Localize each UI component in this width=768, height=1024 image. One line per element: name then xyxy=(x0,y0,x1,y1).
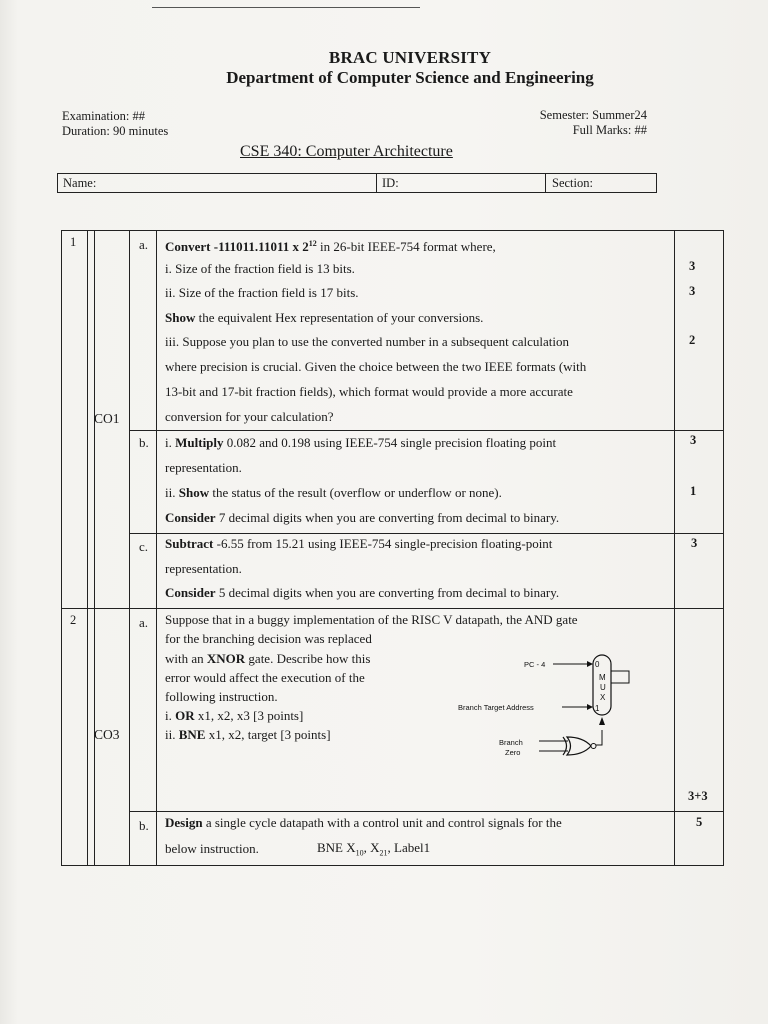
grid-line xyxy=(156,231,157,865)
q1a-line8: conversion for your calculation? xyxy=(165,409,334,424)
question-table xyxy=(61,230,724,866)
exam-info-left xyxy=(62,109,168,139)
divider xyxy=(376,174,377,192)
grid-line xyxy=(129,811,723,812)
grid-line xyxy=(94,231,95,865)
zero-label: Zero xyxy=(505,748,521,757)
part-label: a. xyxy=(139,237,149,252)
student-info-bar xyxy=(57,173,657,193)
q2a-line2: for the branching decision was replaced xyxy=(165,631,372,646)
q1a-line4: Show the equivalent Hex representation of your conversions. xyxy=(165,310,484,325)
marks-value: 3 xyxy=(689,284,696,298)
part-label: c. xyxy=(139,539,149,554)
grid-line xyxy=(129,533,723,534)
q2a-line5: following instruction. xyxy=(165,689,278,704)
course-title: CSE 340: Computer Architecture xyxy=(240,143,453,160)
q1c-line2: representation. xyxy=(165,561,242,576)
part-label: b. xyxy=(139,818,149,833)
arrowhead-icon xyxy=(587,704,593,710)
q1c-line3: Consider 5 decimal digits when you are converting from decimal to binary. xyxy=(165,585,560,600)
name-field-label: Name: xyxy=(63,176,97,190)
duration-label: Duration: 90 minutes xyxy=(62,124,169,138)
instruction-text: BNE $X_{10}$, $X_{21}$, Label1 xyxy=(317,840,431,858)
xnor-gate-body xyxy=(567,737,591,755)
grid-line xyxy=(674,231,675,865)
q2b-line1: Design a single cycle datapath with a control unit and control signals for the xyxy=(165,815,562,830)
mux-output-wire xyxy=(611,671,629,683)
marks-value: 3+3 xyxy=(688,789,708,803)
id-field-label: ID: xyxy=(382,176,399,190)
semester-label: Semester: Summer24 xyxy=(539,108,647,122)
q2b-line2: below instruction. xyxy=(165,841,259,856)
grid-line xyxy=(87,231,88,865)
grid-line xyxy=(62,608,723,609)
mux-letter: M xyxy=(599,673,606,682)
q1a-line1: Convert -111011.11011 x $2^{12}$ in 26-bit IEEE-754 format where, xyxy=(165,239,496,254)
department-name: Department of Computer Science and Engineering xyxy=(226,68,594,87)
university-name: BRAC UNIVERSITY xyxy=(328,48,492,67)
mux-letter: X xyxy=(600,693,606,702)
marks-value: 3 xyxy=(691,536,698,550)
q1a-line2: i. Size of the fraction field is 13 bits. xyxy=(165,261,355,276)
section-field-label: Section: xyxy=(552,176,593,190)
q2a-line7: ii. BNE x1, x2, target [3 points] xyxy=(165,727,331,742)
pc-label: PC - 4 xyxy=(524,660,546,669)
question-number: 1 xyxy=(70,235,77,249)
exam-info-right xyxy=(490,108,647,138)
part-label: a. xyxy=(139,615,149,630)
mux-input-0: 0 xyxy=(595,660,600,669)
question-number: 2 xyxy=(70,613,77,627)
marks-value: 3 xyxy=(690,433,697,447)
q1a-line7: 13-bit and 17-bit fraction fields), which format would provide a more accurate xyxy=(165,384,573,399)
branch-target-label: Branch Target Address xyxy=(458,703,534,712)
arrowhead-icon xyxy=(587,661,593,667)
course-outcome: CO1 xyxy=(94,411,120,426)
marks-value: 1 xyxy=(690,484,697,498)
q1b-line3: ii. Show the status of the result (overflow or underflow or none). xyxy=(165,485,502,500)
q2a-line3: with an XNOR gate. Describe how this xyxy=(165,651,371,666)
xnor-gate-icon xyxy=(563,737,567,755)
marks-value: 5 xyxy=(696,815,703,829)
marks-value: 3 xyxy=(689,259,696,273)
top-rule xyxy=(152,7,420,8)
full-marks-label: Full Marks: ## xyxy=(572,123,647,137)
q1a-line5: iii. Suppose you plan to use the converted number in a subsequent calculation xyxy=(165,334,569,349)
divider xyxy=(545,174,546,192)
q2a-line6: i. OR x1, x2, x3 [3 points] xyxy=(165,708,304,723)
mux-input-1: 1 xyxy=(595,704,600,713)
arrowhead-icon xyxy=(599,717,605,725)
q1c-line1: Subtract -6.55 from 15.21 using IEEE-754 single-precision floating-point xyxy=(165,536,553,551)
branch-label: Branch xyxy=(499,738,523,747)
q2a-line1: Suppose that in a buggy implementation of the RISC V datapath, the AND gate xyxy=(165,612,578,627)
q2a-line4: error would affect the execution of the xyxy=(165,670,365,685)
q1b-line1: i. Multiply 0.082 and 0.198 using IEEE-754 single precision floating point xyxy=(165,435,557,450)
grid-line xyxy=(129,231,130,865)
grid-line xyxy=(129,430,723,431)
course-outcome: CO3 xyxy=(94,727,120,742)
q1b-line2: representation. xyxy=(165,460,242,475)
q1a-line6: where precision is crucial. Given the choice between the two IEEE formats (with xyxy=(165,359,587,374)
part-label: b. xyxy=(139,435,149,450)
mux-letter: U xyxy=(600,683,606,692)
q1a-line3: ii. Size of the fraction field is 17 bits. xyxy=(165,285,359,300)
marks-value: 2 xyxy=(689,333,696,347)
q1b-line4: Consider 7 decimal digits when you are converting from decimal to binary. xyxy=(165,510,560,525)
select-wire xyxy=(595,730,602,745)
xnor-bubble xyxy=(591,744,596,749)
examination-label: Examination: ## xyxy=(62,109,145,123)
branch-mux-diagram xyxy=(455,653,655,763)
